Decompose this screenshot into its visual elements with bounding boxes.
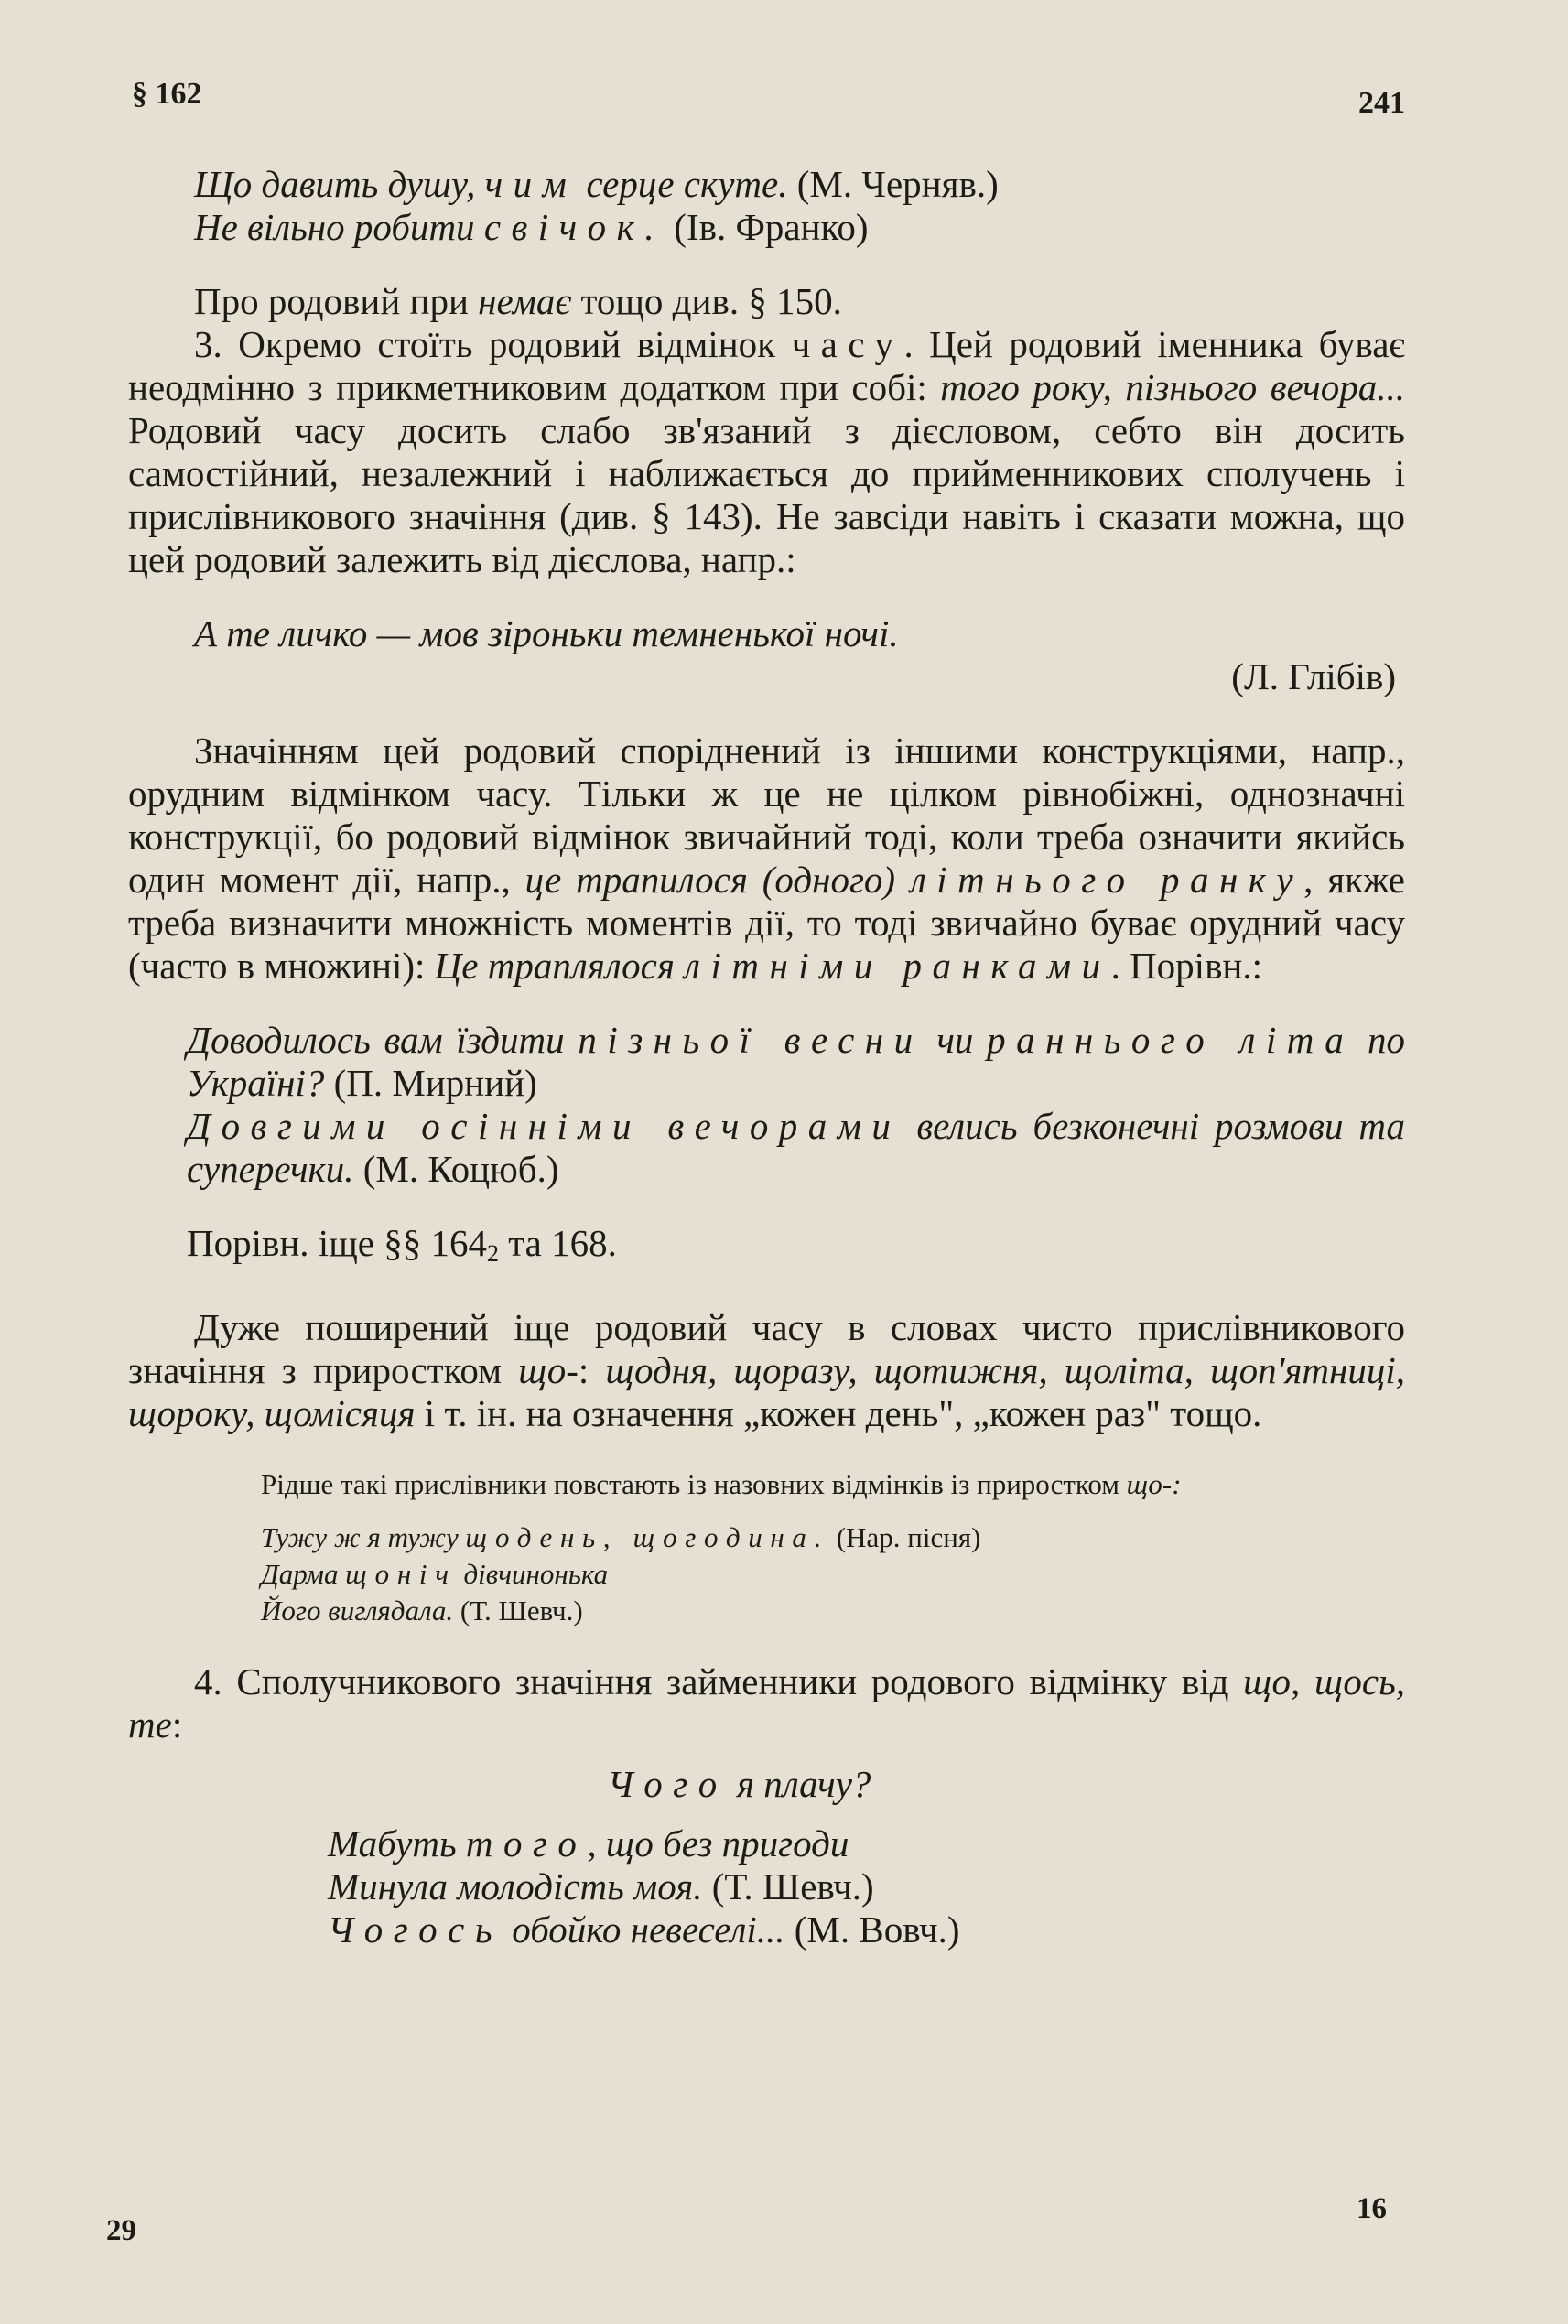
quote-source: (М. Вовч.) bbox=[784, 1908, 960, 1951]
section-marker: § 162 bbox=[132, 77, 202, 111]
quote-line: А те личко — мов зіроньки темненької ночі. bbox=[194, 612, 899, 654]
paragraph-pro-rodovyi: Про родовий при немає тощо див. § 150. bbox=[194, 280, 842, 322]
quote-source: (Т. Шевч.) bbox=[702, 1865, 874, 1908]
quote-shevch-vovch bbox=[128, 1763, 1405, 1951]
paragraph-3: 3. Окремо стоїть родовий відмінок часу. Цей родовий іменника буває неодмінно з прикметниковим додатком при собі: того року, пізнього вечора... Родовий часу досить слабо зв'язаний з дієсловом, себто він досить самостійний, незалежний і наближається до прийменникових сполучень і прислівникового значіння (див. § 143). Не завсіди навіть і сказати можна, що цей родовий залежить від дієслова, напр.: bbox=[128, 323, 1406, 580]
quote-chernyav-franko bbox=[128, 163, 1405, 249]
quote-source: (Л. Глібів) bbox=[1231, 655, 1396, 697]
page-number: 241 bbox=[1358, 86, 1405, 120]
quote-text: серце скуте. bbox=[577, 163, 788, 205]
quote-line: Доводилось вам їздити пізньої весни чи раннього літа по Україні? (П. Мирний) bbox=[187, 1019, 1406, 1104]
quote-line: Чогось обойко невеселі... (М. Вовч.) bbox=[328, 1908, 960, 1951]
quote-line bbox=[194, 206, 1405, 249]
quote-line: Тужу ж я тужу щодень, щогодина. (Нар. пісня) bbox=[261, 1521, 981, 1553]
page-body bbox=[128, 163, 1405, 1951]
small-print-note bbox=[128, 1466, 1405, 1629]
quote-line: Довгими осінніми вечорами велись безконечні розмови та суперечки. (М. Коцюб.) bbox=[187, 1105, 1405, 1190]
spaced-word: чим bbox=[484, 163, 578, 205]
quote-line: Мабуть того, що без пригоди bbox=[328, 1822, 849, 1865]
quote-myrnyi-kotsiub bbox=[128, 1019, 1405, 1191]
quote-line: Минула молодість моя. (Т. Шевч.) bbox=[328, 1865, 874, 1908]
quote-source: (П. Мирний) bbox=[324, 1062, 537, 1104]
quote-source: (М. Коцюб.) bbox=[353, 1148, 559, 1190]
paragraph-4: Значінням цей родовий споріднений із іншими конструкціями, напр., орудним відмінком часу. Тільки ж це не цілком рівнобіжні, однозначні конструкції, бо родовий відмінок звичайний тоді, коли треба означити якийсь один момент дії, напр., це трапилося (одного) літнього ранку, якже треба визначити множність моментів дії, то тоді звичайно буває орудний часу (часто в множині): Це траплялося літніми ранками. Порівн.: bbox=[128, 730, 1405, 987]
quote-glibiv bbox=[128, 612, 1405, 698]
quote-source: (М. Черняв.) bbox=[787, 163, 999, 205]
signature-mark: 29 bbox=[106, 2214, 136, 2247]
quote-text: Що давить душу, bbox=[194, 163, 485, 205]
quote-line: Його виглядала. (Т. Шевч.) bbox=[261, 1594, 583, 1627]
note-quote bbox=[261, 1519, 1387, 1629]
running-head bbox=[132, 77, 1405, 123]
sheet-number: 16 bbox=[1357, 2192, 1387, 2225]
quote-source: (Ів. Франко) bbox=[665, 206, 869, 248]
page-footer bbox=[0, 2192, 1568, 2324]
quote-source: (Нар. пісня) bbox=[829, 1521, 981, 1553]
paragraph-7: 4. Сполучникового значіння займенники родового відмінку від що, щось, те: bbox=[128, 1660, 1405, 1746]
note-text: Рідше такі прислівники повстають із назовних відмінків із приростком що-: bbox=[261, 1468, 1182, 1500]
quote-line: Дарма щоніч дівчинонька bbox=[261, 1558, 609, 1590]
quote-text: Не вільно робити bbox=[194, 206, 484, 248]
quote-source: (Т. Шевч.) bbox=[453, 1594, 583, 1627]
quote-line: Чого я плачу? bbox=[607, 1763, 871, 1805]
paragraph-6: Дуже поширений іще родовий часу в словах чисто прислівникового значіння з приростком що-: щодня, щоразу, щотижня, щоліта, щоп'ятниці, щороку, щомісяця і т. ін. на означення „кожен день", „кожен раз" тощо. bbox=[128, 1306, 1405, 1434]
quote-line bbox=[194, 163, 1405, 206]
spaced-word: свічок. bbox=[483, 206, 665, 248]
paragraph-5: Порівн. іще §§ $164_2$ та 168. bbox=[187, 1222, 617, 1267]
